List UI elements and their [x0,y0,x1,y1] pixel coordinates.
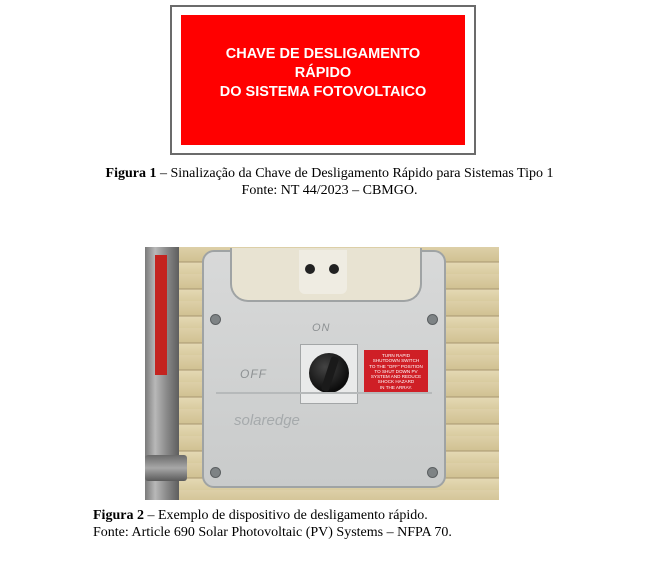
sign-line-2: RÁPIDO [294,64,352,81]
rapid-shutdown-sign [181,15,465,145]
cable-hole-icon [305,264,315,274]
figure-2-caption-text: – Exemplo de dispositivo de desligamento rápido. [143,508,428,523]
pipe-clamp [145,455,187,481]
pipe-warning-label [155,255,167,375]
figure-2-label: Figura 2 [93,508,144,523]
screw-icon [427,314,438,325]
warning-label [364,350,428,394]
figure-2-photo [145,247,499,500]
cable-gland [299,250,347,294]
switch-off-label: OFF [240,367,267,381]
sign-line-1: CHAVE DE DESLIGAMENTO [225,45,421,62]
knob-handle [321,356,340,393]
figure-1-label: Figura 1 [105,166,157,181]
screw-icon [210,314,221,325]
figure-2-source: Fonte: Article 690 Solar Photovoltaic (PV) Systems – NFPA 70. [93,525,452,540]
rapid-shutdown-switch-box [202,250,446,488]
warning-line: SHOCK HAZARD [377,379,415,385]
figure-1-source: Fonte: NT 44/2023 – CBMGO. [241,183,418,198]
box-divider [216,392,432,394]
figure-1-caption-text: – Sinalização da Chave de Desligamento Rápido para Sistemas Tipo 1 [156,166,554,181]
warning-line: SYSTEM AND REDUCE [370,374,422,380]
warning-line: SHUTDOWN SWITCH [372,358,420,364]
figure-2-caption [93,507,452,541]
sign-line-3: DO SISTEMA FOTOVOLTAICO [219,83,427,100]
switch-plate [300,344,358,404]
figure-1-sign [170,5,476,155]
figure-1-caption [0,165,659,199]
warning-line: TURN RAPID [381,353,411,358]
screw-icon [427,467,438,478]
brand-logo: solaredge [234,412,300,429]
warning-line: IN THE ARRAY. [379,384,413,390]
screw-icon [210,467,221,478]
rotary-knob-icon [309,353,349,393]
warning-line: TO THE "OFF" POSITION [369,363,423,369]
cable-hole-icon [329,264,339,274]
switch-on-label: ON [312,322,331,334]
warning-line: TO SHUT DOWN PV [374,368,418,374]
sign-text [220,45,427,102]
